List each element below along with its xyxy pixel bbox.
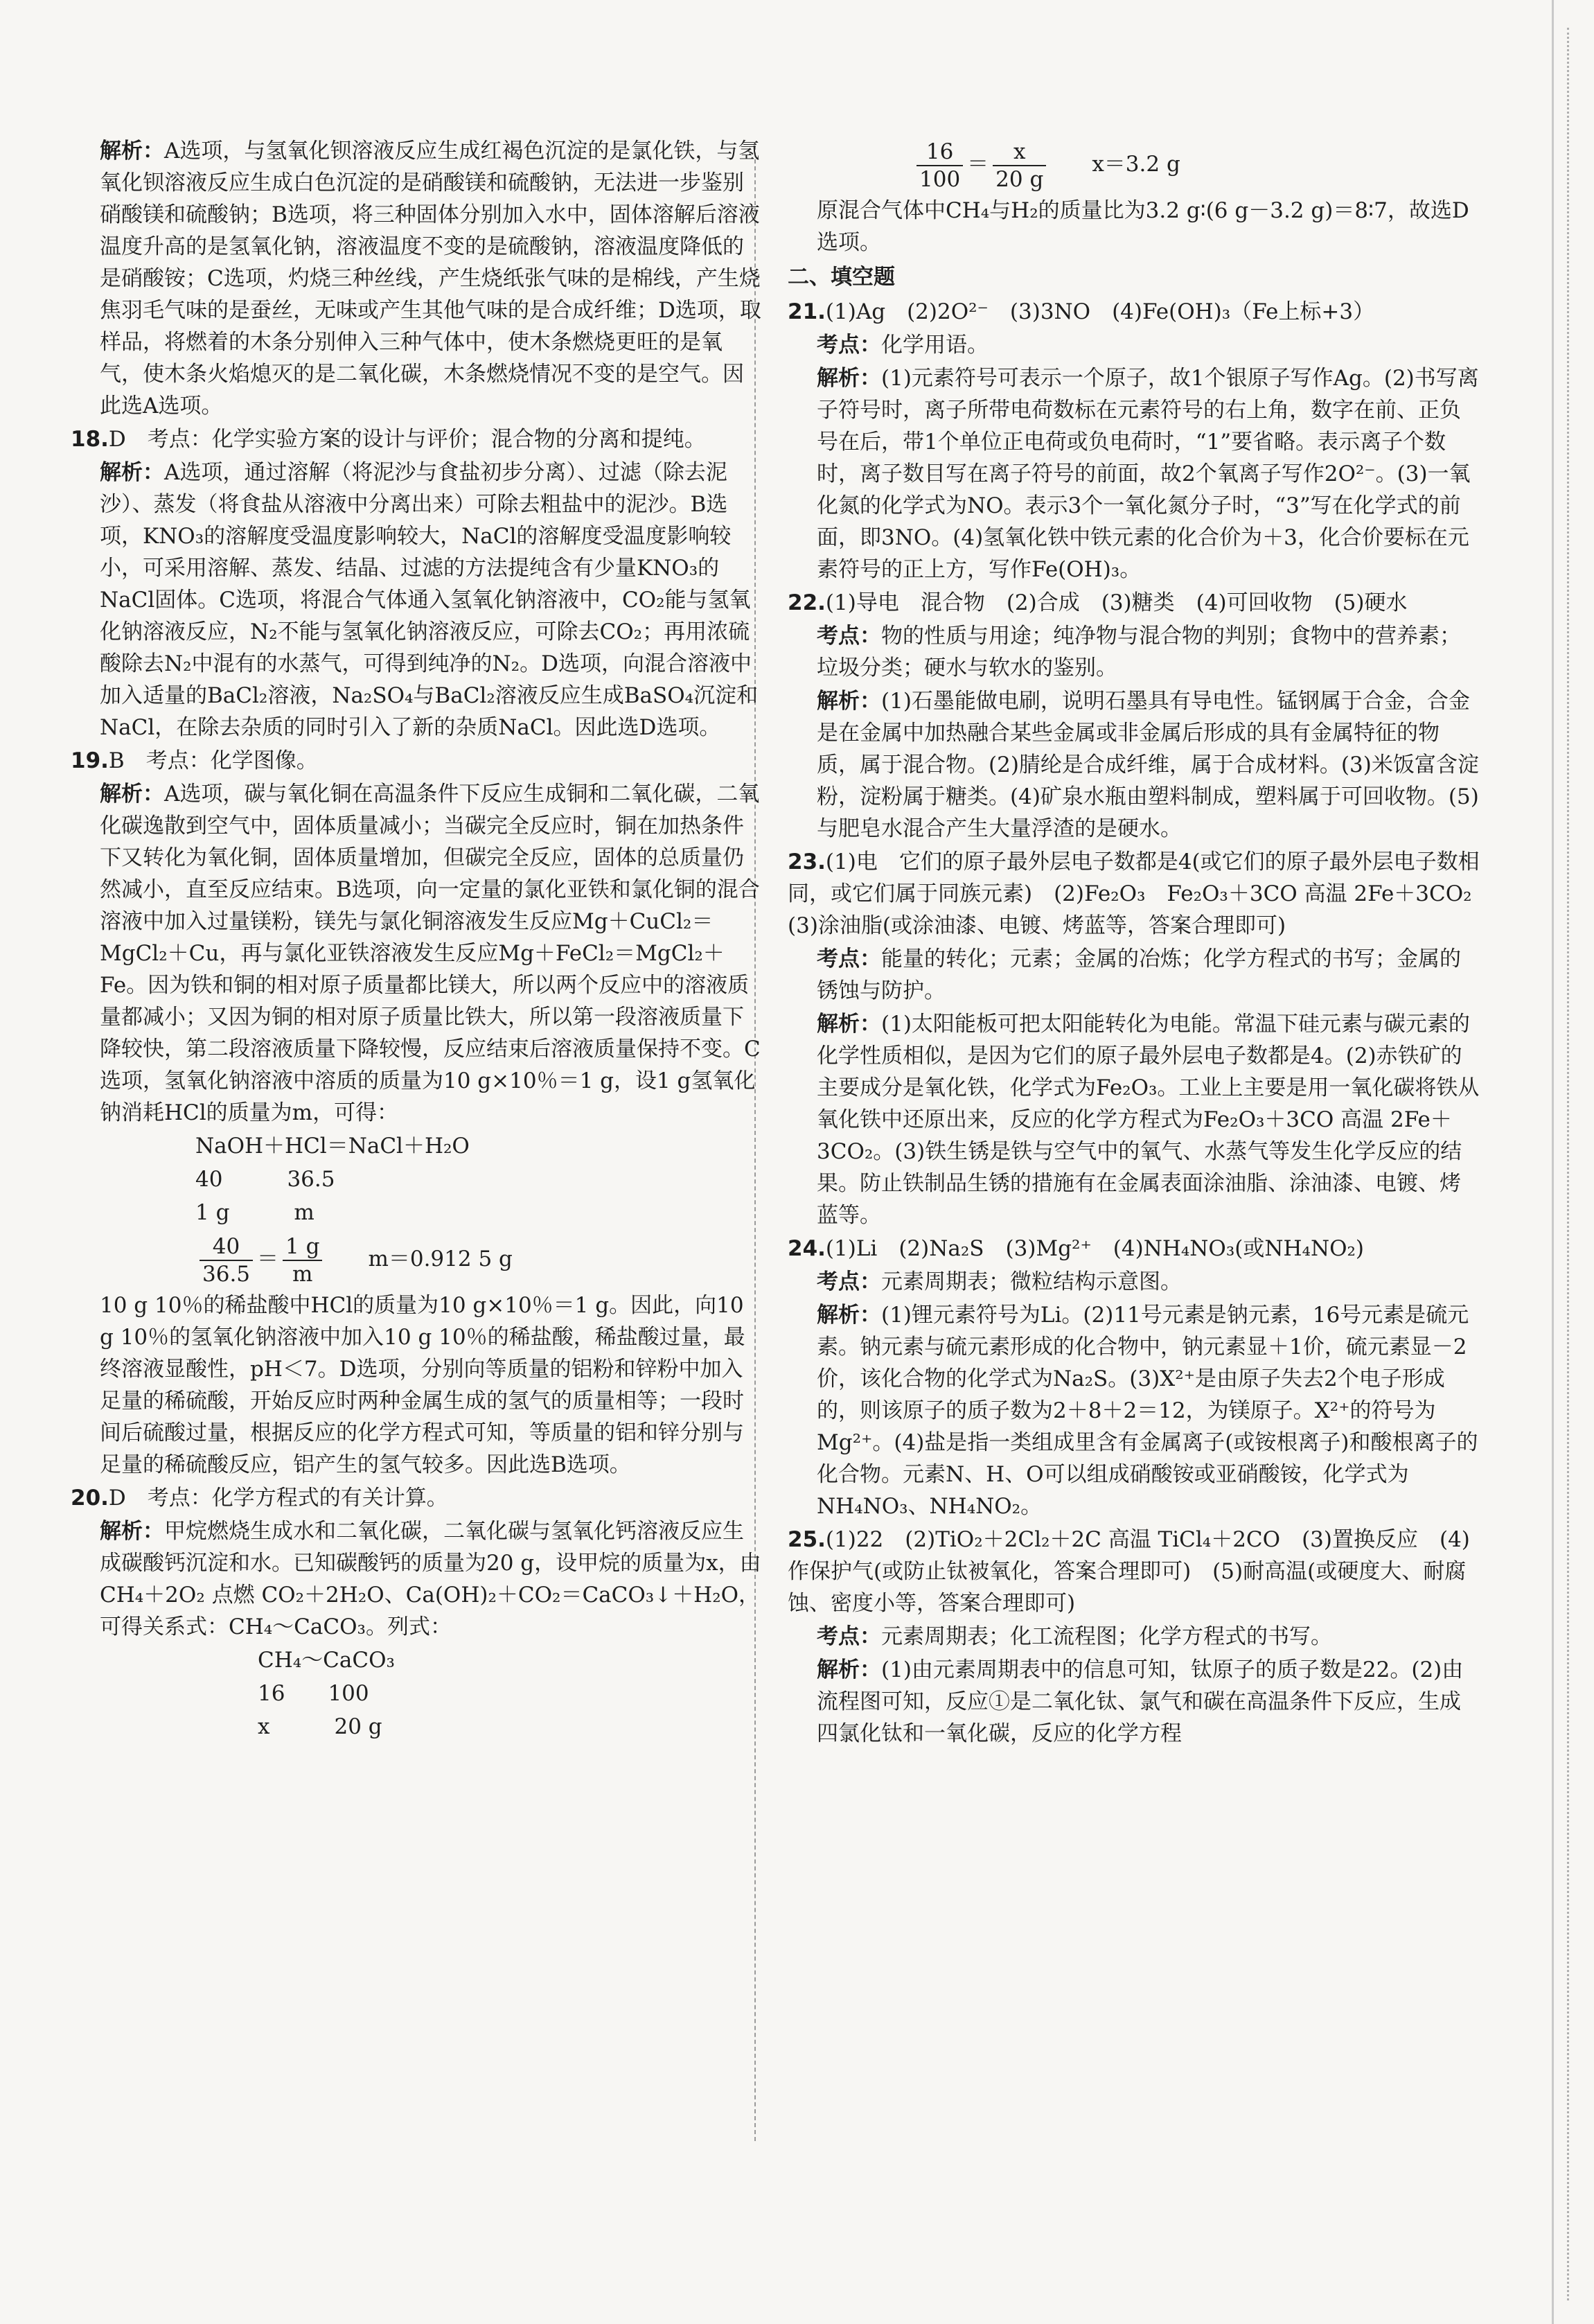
result: x＝3.2 g	[1092, 152, 1180, 177]
equals-sign: ＝	[967, 152, 989, 177]
paragraph-text: 能量的转化；元素；金属的冶炼；化学方程式的书写；金属的锈蚀与防护。	[817, 947, 1461, 1003]
paragraph	[788, 1621, 1480, 1653]
question-number: 23.	[788, 850, 826, 874]
question-number: 24.	[788, 1236, 826, 1261]
paragraph-label: 解析：	[100, 782, 164, 807]
paragraph-text: (1)元素符号可表示一个原子，故1个银原子写作Ag。(2)书写离子符号时，离子所带电荷数标在元素符号的右上角，数字在前、正负号在后，带1个单位正电荷或负电荷时，“1”要省略。表示离子个数时，离子数目写在离子符号的前面，故2个氧离子写作2O²⁻。(3)一氧化氮的化学式为NO。表示3个一氧化氮分子时，“3”写在化学式的前面，即3NO。(4)氢氧化铁中铁元素的化合价为＋3，化合价要标在元素符号的正上方，写作Fe(OH)₃。	[817, 366, 1479, 582]
paragraph	[71, 135, 763, 422]
paragraph	[788, 620, 1480, 684]
answer-item	[71, 423, 763, 455]
left-column	[71, 135, 763, 1744]
paragraph-text: (1)石墨能做电刷，说明石墨具有导电性。锰钢属于合金，合金是在金属中加热融合某些金属或非金属后形成的具有金属特征的物质，属于混合物。(2)腈纶是合成纤维，属于合成材料。(3)米饭富含淀粉，淀粉属于糖类。(4)矿泉水瓶由塑料制成，塑料属于可回收物。(5)与肥皂水混合产生大量浮渣的是硬水。	[817, 689, 1479, 841]
fraction	[993, 139, 1046, 193]
denominator: 36.5	[202, 1261, 251, 1287]
equation-line: NaOH＋HCl＝NaCl＋H₂O	[195, 1134, 470, 1159]
answer-text: (1)22 (2)TiO₂＋2Cl₂＋2C 高温 TiCl₄＋2CO (3)置换反应 (4)作保护气(或防止钛被氧化，答案合理即可) (5)耐高温(或硬度大、耐腐蚀、密度小等，答案合理即可)	[788, 1527, 1470, 1616]
paragraph	[788, 1266, 1480, 1298]
paragraph-text: (1)锂元素符号为Li。(2)11号元素是钠元素，16号元素是硫元素。钠元素与硫元素形成的化合物中，钠元素显＋1价，硫元素显－2价，该化合物的化学式为Na₂S。(3)X²⁺是由原子失去2个电子形成的，则该原子的质子数为2＋8＋2＝12，为镁原子。X²⁺的符号为Mg²⁺。(4)盐是指一类组成里含有金属离子(或铵根离子)和酸根离子的化合物。元素N、H、O可以组成硝酸铵或亚硝酸铵，化学式为NH₄NO₃、NH₄NO₂。	[817, 1303, 1478, 1519]
question-number: 25.	[788, 1527, 826, 1552]
paragraph-label: 解析：	[817, 1303, 881, 1328]
answer-item	[71, 745, 763, 777]
paragraph-text: (1)太阳能板可把太阳能转化为电能。常温下硅元素与碳元素的化学性质相似，是因为它们的原子最外层电子数都是4。(2)赤铁矿的主要成分是氧化铁，化学式为Fe₂O₃。工业上主要是用一氧化碳将铁从氧化铁中还原出来，反应的化学方程式为Fe₂O₃＋3CO 高温 2Fe＋3CO₂。(3)铁生锈是铁与空气中的氧气、水蒸气等发生化学反应的结果。防止铁制品生锈的措施有在金属表面涂油脂、涂油漆、电镀、烤蓝等。	[817, 1012, 1480, 1228]
answer-text: B 考点：化学图像。	[108, 748, 318, 773]
paragraph-label: 解析：	[817, 689, 881, 714]
paragraph	[788, 362, 1480, 586]
paragraph-text: 甲烷燃烧生成水和二氧化碳，二氧化碳与氢氧化钙溶液反应生成碳酸钙沉淀和水。已知碳酸钙的质量为20 g，设甲烷的质量为x，由CH₄＋2O₂ 点燃 CO₂＋2H₂O、Ca(OH)₂＋CO₂＝CaCO₃↓＋H₂O，可得关系式：CH₄～CaCO₃。列式：	[100, 1519, 761, 1639]
answer-text: (1)导电 混合物 (2)合成 (3)糖类 (4)可回收物 (5)硬水	[825, 590, 1408, 615]
right-column	[788, 135, 1494, 1751]
paragraph-text: A选项，碳与氧化铜在高温条件下反应生成铜和二氧化碳，二氧化碳逸散到空气中，固体质量减小；当碳完全反应时，铜在加热条件下又转化为氧化铜，固体质量增加，但碳完全反应，固体的总质量仍然减小，直至反应结束。B选项，向一定量的氯化亚铁和氯化铜的混合溶液中加入过量镁粉，镁先与氯化铜溶液发生反应Mg＋CuCl₂＝MgCl₂＋Cu，再与氯化亚铁溶液发生反应Mg＋FeCl₂＝MgCl₂＋Fe。因为铁和铜的相对原子质量都比镁大，所以两个反应中的溶液质量都减小；又因为铜的相对原子质量比铁大，所以第一段溶液质量下降较快，第二段溶液质量下降较慢，反应结束后溶液质量保持不变。C选项，氢氧化钠溶液中溶质的质量为10 g×10％＝1 g，设1 g氢氧化钠消耗HCl的质量为m，可得：	[100, 782, 761, 1125]
question-number: 22.	[788, 590, 826, 615]
paragraph	[71, 457, 763, 743]
paragraph-label: 考点：	[817, 1269, 881, 1294]
paragraph	[788, 943, 1480, 1007]
paragraph	[788, 195, 1480, 258]
numerator: 40	[200, 1233, 253, 1261]
equation-line: 16 100	[258, 1681, 369, 1706]
answer-item	[788, 1233, 1480, 1265]
binding-edge-line	[1552, 0, 1554, 2324]
paragraph-label: 考点：	[817, 624, 881, 649]
paragraph	[788, 329, 1480, 361]
answer-text: (1)Li (2)Na₂S (3)Mg²⁺ (4)NH₄NO₃(或NH₄NO₂)	[825, 1236, 1365, 1261]
paragraph-label: 解析：	[817, 366, 881, 391]
denominator: 100	[919, 166, 961, 192]
equation-line: 40 36.5	[195, 1167, 335, 1192]
paragraph	[71, 1289, 763, 1481]
equation-line: CH₄～CaCO₃	[258, 1648, 395, 1673]
paragraph-text: 元素周期表；化工流程图；化学方程式的书写。	[881, 1624, 1332, 1649]
fraction	[283, 1233, 322, 1287]
answer-item	[788, 296, 1480, 328]
answer-text: D 考点：化学方程式的有关计算。	[108, 1486, 448, 1511]
paragraph-text: 物的性质与用途；纯净物与混合物的判别；食物中的营养素；垃圾分类；硬水与软水的鉴别。	[817, 624, 1461, 680]
result: m＝0.912 5 g	[368, 1247, 513, 1271]
equals-sign: ＝	[257, 1247, 279, 1271]
answer-text: D 考点：化学实验方案的设计与评价；混合物的分离和提纯。	[108, 427, 706, 452]
answer-item	[788, 1524, 1480, 1619]
paragraph-text: A选项，通过溶解（将泥沙与食盐初步分离）、过滤（除去泥沙）、蒸发（将食盐从溶液中分离出来）可除去粗盐中的泥沙。B选项，KNO₃的溶解度受温度影响较大，NaCl的溶解度受温度影响较小，可采用溶解、蒸发、结晶、过滤的方法提纯含有少量KNO₃的NaCl固体。C选项，将混合气体通入氢氧化钠溶液中，CO₂能与氢氧化钠溶液反应，N₂不能与氢氧化钠溶液反应，可除去CO₂；再用浓硫酸除去N₂中混有的水蒸气，可得到纯净的N₂。D选项，向混合溶液中加入适量的BaCl₂溶液，Na₂SO₄与BaCl₂溶液反应生成BaSO₄沉淀和NaCl，在除去杂质的同时引入了新的杂质NaCl。因此选D选项。	[100, 460, 759, 740]
paragraph-label: 考点：	[817, 333, 881, 358]
paragraph-label: 考点：	[817, 947, 881, 971]
denominator: 20 g	[995, 166, 1044, 192]
numerator: x	[993, 139, 1046, 166]
answer-item	[71, 1482, 763, 1514]
paragraph	[71, 778, 763, 1129]
paragraph-label: 考点：	[817, 1624, 881, 1649]
paragraph-text: 元素周期表；微粒结构示意图。	[881, 1269, 1182, 1294]
paragraph	[788, 1654, 1480, 1750]
fraction	[200, 1233, 253, 1287]
answer-item	[788, 587, 1480, 619]
paragraph-text: (1)由元素周期表中的信息可知，钛原子的质子数是22。(2)由流程图可知，反应①是二氧化钛、氯气和碳在高温条件下反应，生成四氯化钛和一氧化碳，反应的化学方程	[817, 1657, 1464, 1746]
question-number: 21.	[788, 299, 826, 324]
paragraph	[788, 685, 1480, 845]
proportion-equation	[788, 135, 1480, 193]
section-heading: 二、填空题	[788, 265, 895, 290]
answer-text: (1)Ag (2)2O²⁻ (3)3NO (4)Fe(OH)₃（Fe上标+3）	[825, 299, 1375, 324]
paragraph-label: 解析：	[100, 1519, 164, 1544]
paragraph	[788, 1008, 1480, 1231]
answer-text: (1)电 它们的原子最外层电子数都是4(或它们的原子最外层电子数相同，或它们属于同族元素) (2)Fe₂O₃ Fe₂O₃＋3CO 高温 2Fe＋3CO₂ (3)涂油脂(或涂油漆、电镀、烤蓝等，答案合理即可)	[788, 850, 1494, 938]
paragraph-label: 解析：	[100, 460, 164, 485]
paragraph-label: 解析：	[817, 1657, 881, 1682]
fraction	[916, 139, 963, 193]
paragraph-label: 解析：	[100, 139, 164, 164]
paragraph-text: 化学用语。	[881, 333, 989, 358]
question-number: 19.	[71, 748, 109, 773]
equation-line: 1 g m	[195, 1200, 315, 1225]
question-number: 20.	[71, 1486, 109, 1511]
paragraph	[71, 1515, 763, 1643]
question-number: 18.	[71, 427, 109, 452]
paragraph	[788, 1299, 1480, 1522]
numerator: 16	[916, 139, 963, 166]
paragraph-text: 原混合气体中CH₄与H₂的质量比为3.2 g∶(6 g－3.2 g)＝8∶7，故选D选项。	[817, 198, 1469, 255]
binding-dotted-line	[1567, 28, 1569, 2300]
denominator: m	[292, 1261, 313, 1287]
paragraph-text: A选项，与氢氧化钡溶液反应生成红褐色沉淀的是氯化铁，与氢氧化钡溶液反应生成白色沉淀的是硝酸镁和硫酸钠，无法进一步鉴别硝酸镁和硫酸钠；B选项，将三种固体分别加入水中，固体溶解后溶液温度升高的是氢氧化钠，溶液温度不变的是硫酸钠，溶液温度降低的是硝酸铵；C选项，灼烧三种丝线，产生烧纸张气味的是棉线，产生烧焦羽毛气味的是蚕丝，无味或产生其他气味的是合成纤维；D选项，取样品，将燃着的木条分别伸入三种气体中，使木条燃烧更旺的是氧气，使木条火焰熄灭的是二氧化碳，木条燃烧情况不变的是空气。因此选A选项。	[100, 139, 761, 419]
answer-item	[788, 846, 1494, 942]
numerator: 1 g	[283, 1233, 322, 1261]
proportion-equation	[71, 1230, 763, 1288]
paragraph-label: 解析：	[817, 1012, 881, 1037]
equation-line: x 20 g	[258, 1714, 382, 1739]
paragraph-text: 10 g 10％的稀盐酸中HCl的质量为10 g×10％＝1 g。因此，向10 g 10％的氢氧化钠溶液中加入10 g 10％的稀盐酸，稀盐酸过量，最终溶液显酸性，pH＜7。D选项，分别向等质量的铝粉和锌粉中加入足量的稀硫酸，开始反应时两种金属生成的氢气的质量相等；一段时间后硫酸过量，根据反应的化学方程式可知，等质量的铝和锌分别与足量的稀硫酸反应，铝产生的氢气较多。因此选B选项。	[100, 1293, 745, 1477]
